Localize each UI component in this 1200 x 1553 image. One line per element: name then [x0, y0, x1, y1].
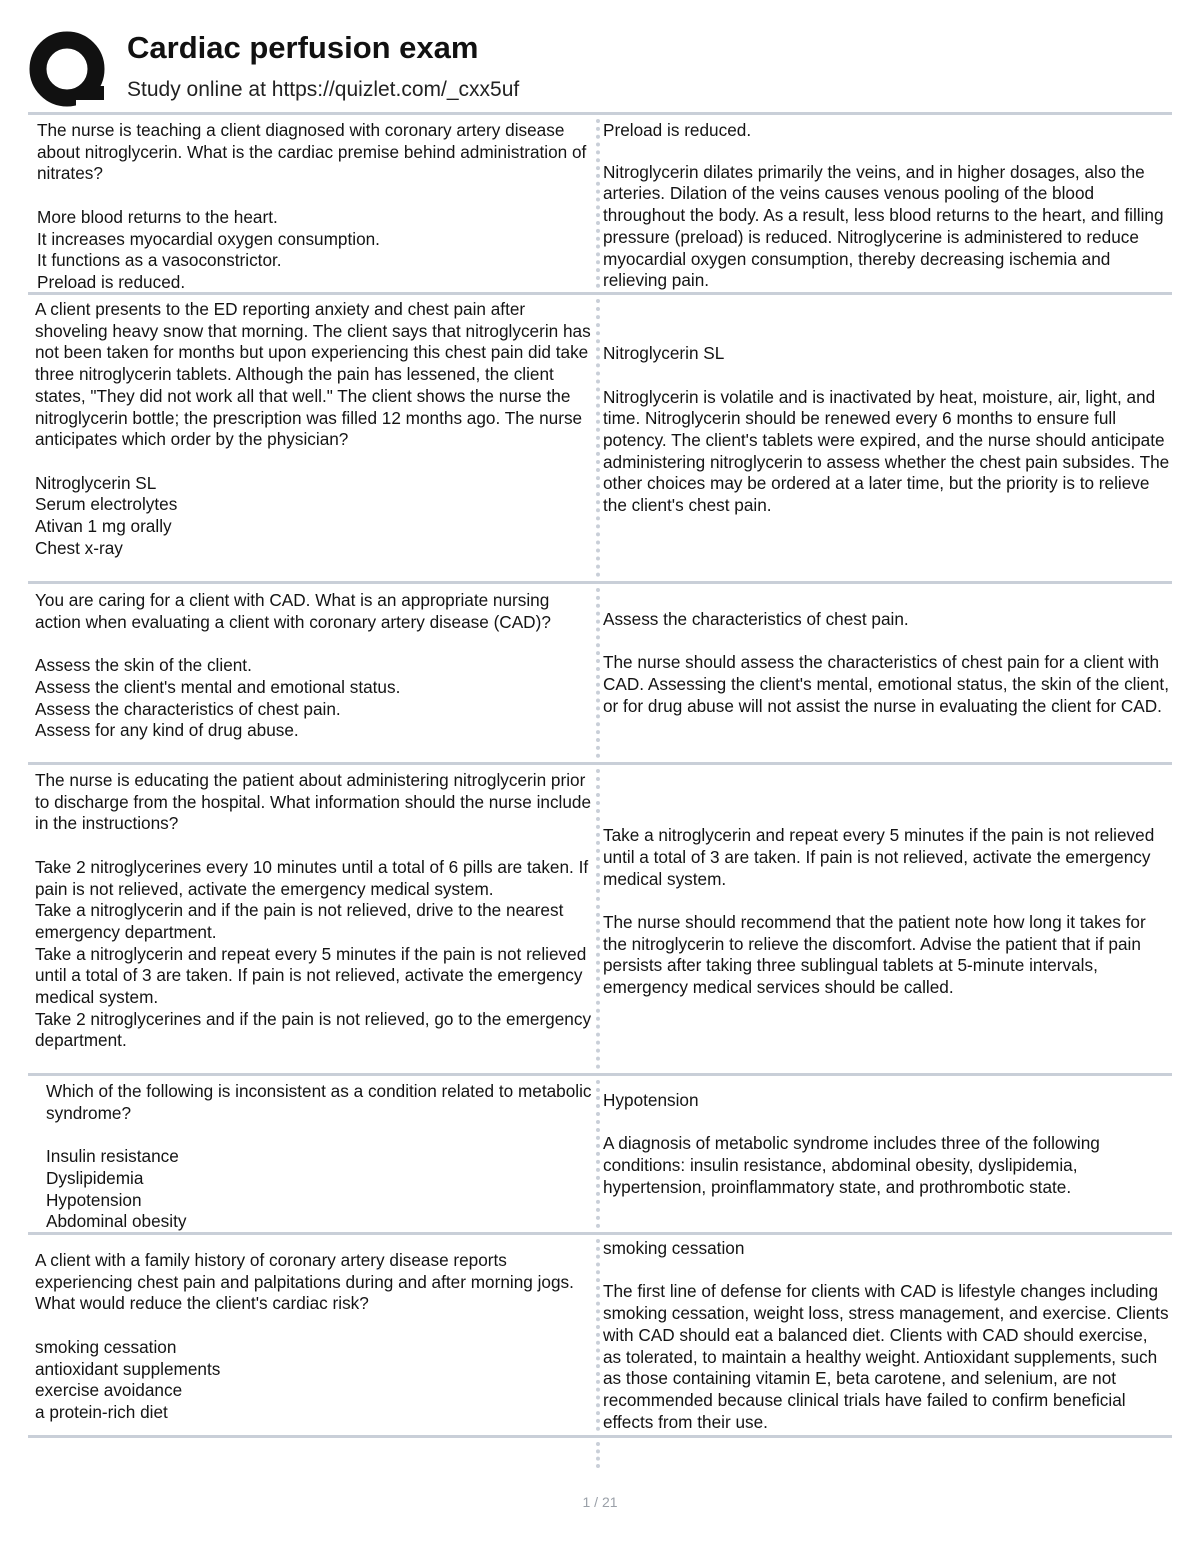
answer-cell [596, 765, 1172, 1073]
option: smoking cessation [35, 1336, 177, 1357]
option: Assess the skin of the client. [35, 655, 252, 676]
option: Assess for any kind of drug abuse. [35, 720, 299, 741]
option: Dyslipidemia [46, 1167, 144, 1188]
option: Nitroglycerin SL [35, 472, 157, 493]
explanation-text: A diagnosis of metabolic syndrome includes three of the following conditions: insulin resistance, abdominal obesity, dyslipidemia, hypertension, proinflammatory state, and prothrombotic state. [603, 1133, 1100, 1197]
option: Hypotension [46, 1189, 142, 1210]
answer-text: Hypotension [603, 1089, 699, 1110]
explanation-text: Nitroglycerin is volatile and is inactivated by heat, moisture, air, light, and time. Nitroglycerin should be renewed every 6 months to ensure full potency. The client's tablets were expired, and the nurse should anticipate administering nitroglycerin to assess whether the chest pain subsides. The other choices may be ordered at a later time, but the priority is to relieve the client's chest pain. [603, 386, 1170, 516]
answer-cell [596, 584, 1172, 762]
explanation-text: Nitroglycerin dilates primarily the veins, and in higher dosages, also the arteries. Dilation of the veins causes venous pooling of the blood throughout the body. As a result, less blood returns to the heart, and filling pressure (preload) is reduced. Nitroglycerine is administered to reduce myocardial oxygen consumption, thereby decreasing ischemia and relieving pain. [603, 161, 1164, 291]
flashcard-row [28, 115, 1172, 292]
page-title: Cardiac perfusion exam [127, 30, 479, 65]
question-text: The nurse is teaching a client diagnosed with coronary artery disease about nitroglycerin. What is the cardiac premise behind administration of nitrates? [37, 120, 587, 184]
empty-row [28, 1438, 1172, 1472]
quizlet-logo [28, 30, 108, 110]
option: Assess the characteristics of chest pain. [35, 698, 341, 719]
answer-cell [596, 1076, 1172, 1232]
answer-text: smoking cessation [603, 1238, 745, 1258]
option: Chest x-ray [35, 537, 123, 558]
question-cell [28, 765, 596, 1073]
explanation-text: The first line of defense for clients with CAD is lifestyle changes including smoking cessation, weight loss, stress management, and exercise. Clients with CAD should eat a balanced diet. Clients with CAD should exercise, as tolerated, to maintain a healthy weight. Antioxidant supplements, such as those containing vitamin E, beta carotene, and selenium, are not recommended because clinical trials have failed to confirm beneficial effects from their use. [603, 1281, 1169, 1432]
explanation-text: The nurse should assess the characteristics of chest pain for a client with CAD. Assessing the client's mental, emotional status, the skin of the client, or for drug abuse will not assist the nurse in evaluating the client for CAD. [603, 652, 1169, 716]
option: Serum electrolytes [35, 494, 178, 515]
option: Take 2 nitroglycerines every 10 minutes until a total of 6 pills are taken. If pain is not relieved, activate the emergency medical system. [35, 856, 589, 899]
option: Insulin resistance [46, 1146, 179, 1167]
flashcard-row [28, 584, 1172, 762]
question-text: The nurse is educating the patient about administering nitroglycerin prior to discharge from the hospital. What information should the nurse include in the instructions? [35, 770, 592, 834]
answer-text: Take a nitroglycerin and repeat every 5 minutes if the pain is not relieved until a total of 3 are taken. If pain is not relieved, activate the emergency medical system. [603, 825, 1155, 889]
question-cell [28, 1235, 596, 1435]
question-cell [28, 295, 596, 581]
question-text: You are caring for a client with CAD. What is an appropriate nursing action when evaluating a client with coronary artery disease (CAD)? [35, 590, 551, 632]
option: Take a nitroglycerin and repeat every 5 minutes if the pain is not relieved until a total of 3 are taken. If pain is not relieved, activate the emergency medical system. [35, 943, 587, 1008]
answer-text: Assess the characteristics of chest pain. [603, 608, 909, 629]
option: It functions as a vasoconstrictor. [37, 250, 282, 271]
study-link[interactable]: Study online at https://quizlet.com/_cxx5uf [127, 78, 520, 101]
option: It increases myocardial oxygen consumption. [37, 228, 380, 249]
option: Ativan 1 mg orally [35, 516, 172, 537]
option: a protein-rich diet [35, 1401, 168, 1422]
question-cell [28, 584, 596, 762]
answer-text: Nitroglycerin SL [603, 343, 725, 364]
question-text: A client presents to the ED reporting anxiety and chest pain after shoveling heavy snow that morning. The client says that nitroglycerin has not been taken for months but upon experiencing this chest pain did take three nitroglycerin tablets. Although the pain has lessened, the client states, "They did not work all that well." The client shows the nurse the nitroglycerin bottle; the prescription was filled 12 months ago. The nurse anticipates which order by the physician? [35, 299, 591, 450]
option: Take 2 nitroglycerines and if the pain is not relieved, go to the emergency department. [35, 1008, 592, 1051]
answer-text: Preload is reduced. [603, 120, 752, 140]
question-cell [28, 115, 596, 292]
question-text: Which of the following is inconsistent as a condition related to metabolic syndrome? [46, 1081, 592, 1123]
question-text: A client with a family history of coronary artery disease reports experiencing chest pain and palpitations during and after morning jogs. What would reduce the client's cardiac risk? [35, 1250, 574, 1314]
option: Preload is reduced. [37, 271, 186, 292]
option: Take a nitroglycerin and if the pain is not relieved, drive to the nearest emergency department. [35, 900, 564, 942]
page-number: 1 / 21 [582, 1494, 618, 1510]
flashcard-row [28, 1076, 1172, 1232]
option: antioxidant supplements [35, 1358, 221, 1379]
option: exercise avoidance [35, 1380, 183, 1401]
flashcard-row [28, 295, 1172, 581]
question-cell [28, 1076, 596, 1232]
answer-cell [596, 295, 1172, 581]
option: More blood returns to the heart. [37, 206, 278, 227]
flashcard-list [28, 112, 1172, 1472]
option: Abdominal obesity [46, 1211, 187, 1232]
flashcard-row [28, 1235, 1172, 1435]
flashcard-row [28, 765, 1172, 1073]
answer-cell [596, 1235, 1172, 1435]
explanation-text: The nurse should recommend that the patient note how long it takes for the nitroglycerin to relieve the discomfort. Advise the patient that if pain persists after taking three sublingual tablets at 5-minute intervals, emergency medical services should be called. [603, 911, 1146, 998]
option: Assess the client's mental and emotional status. [35, 676, 401, 697]
answer-cell [596, 115, 1172, 292]
